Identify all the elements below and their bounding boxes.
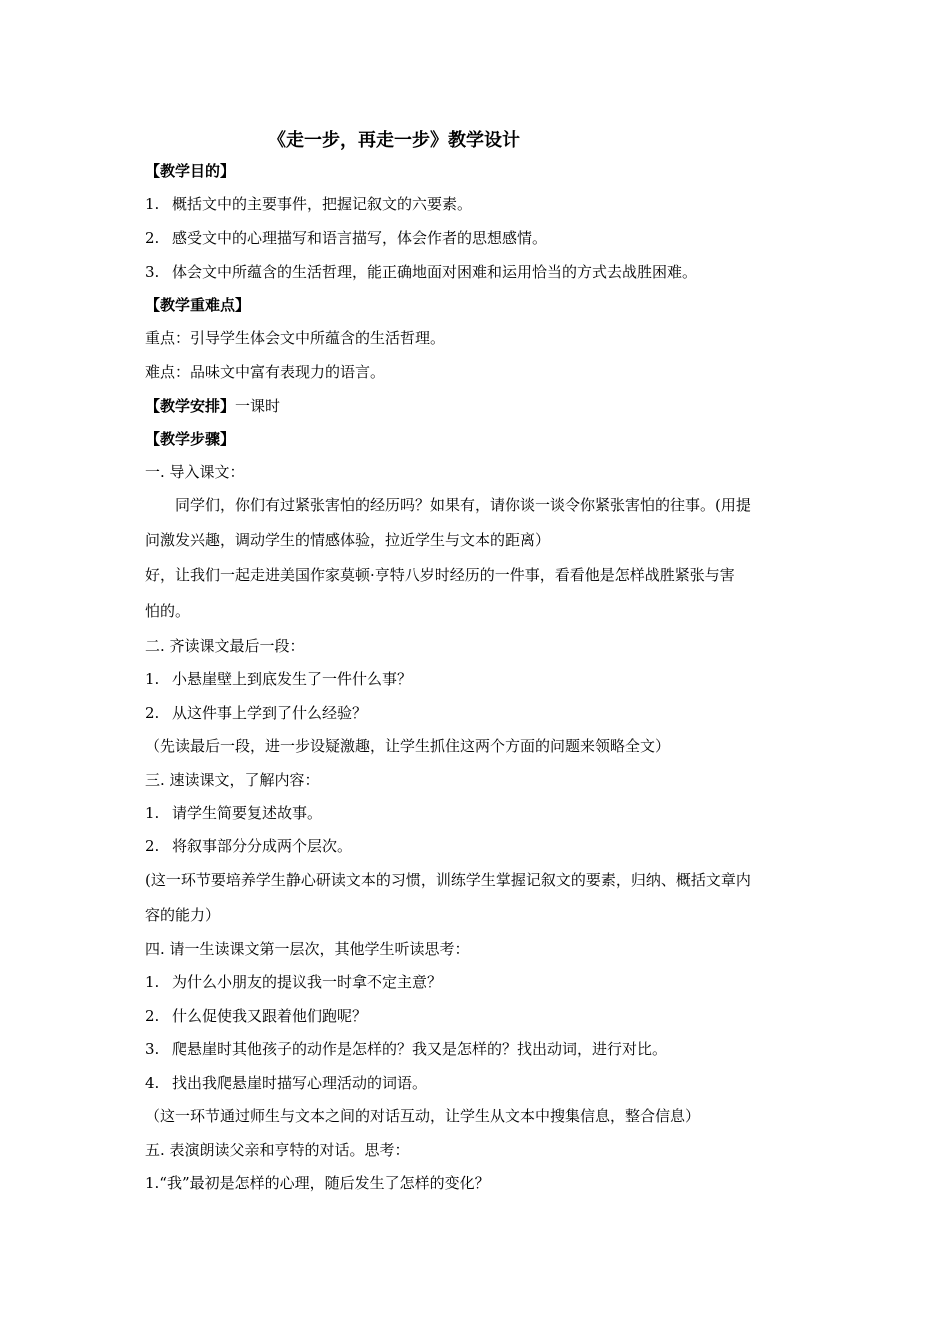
item-number: 1. bbox=[145, 804, 160, 822]
step-4-item bbox=[145, 1073, 810, 1093]
item-number: 1. bbox=[145, 670, 160, 688]
item-text: 将叙事部分分成两个层次。 bbox=[172, 837, 353, 855]
goal-number: 1. bbox=[145, 195, 160, 213]
item-text: 从这件事上学到了什么经验？ bbox=[172, 704, 368, 722]
item-number: 4. bbox=[145, 1074, 160, 1092]
item-number: 3. bbox=[145, 1040, 160, 1058]
step-3-note-line-1: (这一环节要培养学生静心研读文本的习惯，训练学生掌握记叙文的要素，归纳、概括文章内 bbox=[145, 871, 751, 889]
step-3-title: 三. 速读课文，了解内容： bbox=[145, 771, 320, 789]
step-5-item: 1.“我”最初是怎样的心理，随后发生了怎样的变化？ bbox=[145, 1174, 490, 1192]
step-1-paragraph-2-line-1: 好，让我们一起走进美国作家莫顿·亨特八岁时经历的一件事，看看他是怎样战胜紧张与害 bbox=[145, 566, 735, 584]
item-text: 小悬崖壁上到底发生了一件什么事？ bbox=[172, 670, 413, 688]
goal-number: 2. bbox=[145, 229, 160, 247]
step-4-note: （这一环节通过师生与文本之间的对话互动，让学生从文本中搜集信息，整合信息） bbox=[145, 1107, 701, 1125]
difficult-point: 难点：品味文中富有表现力的语言。 bbox=[145, 363, 386, 381]
step-3-item bbox=[145, 836, 810, 856]
schedule-line bbox=[145, 396, 810, 416]
goal-text: 体会文中所蕴含的生活哲理，能正确地面对困难和运用恰当的方式去战胜困难。 bbox=[172, 263, 698, 281]
step-3-note-line-2: 容的能力） bbox=[145, 906, 221, 924]
item-text: 爬悬崖时其他孩子的动作是怎样的？我又是怎样的？找出动词，进行对比。 bbox=[172, 1040, 668, 1058]
step-1-paragraph-1-line-2: 问激发兴趣，调动学生的情感体验，拉近学生与文本的距离） bbox=[145, 531, 551, 549]
step-4-title: 四. 请一生读课文第一层次，其他学生听读思考： bbox=[145, 940, 470, 958]
schedule-heading: 【教学安排】 bbox=[145, 397, 236, 415]
step-2-item bbox=[145, 703, 810, 723]
step-4-item bbox=[145, 1039, 810, 1059]
goal-item bbox=[145, 262, 810, 282]
item-number: 1. bbox=[145, 973, 160, 991]
step-5-title: 五. 表演朗读父亲和亨特的对话。思考： bbox=[145, 1141, 410, 1159]
step-2-title: 二. 齐读课文最后一段： bbox=[145, 637, 305, 655]
step-4-item bbox=[145, 1006, 810, 1026]
goal-item bbox=[145, 228, 810, 248]
item-number: 2. bbox=[145, 1007, 160, 1025]
step-1-paragraph-1-line-1: 同学们，你们有过紧张害怕的经历吗？如果有，请你谈一谈令你紧张害怕的往事。(用提 bbox=[175, 496, 751, 514]
item-text: 为什么小朋友的提议我一时拿不定主意？ bbox=[172, 973, 443, 991]
goal-item bbox=[145, 194, 810, 214]
step-1-title: 一. 导入课文： bbox=[145, 463, 245, 481]
step-3-item bbox=[145, 803, 810, 823]
item-text: 请学生简要复述故事。 bbox=[172, 804, 323, 822]
document-title: 《走一步，再走一步》教学设计 bbox=[268, 130, 520, 151]
item-text: 找出我爬悬崖时描写心理活动的词语。 bbox=[172, 1074, 428, 1092]
key-heading: 【教学重难点】 bbox=[145, 296, 251, 314]
item-number: 2. bbox=[145, 837, 160, 855]
goals-heading: 【教学目的】 bbox=[145, 162, 236, 180]
step-2-note: （先读最后一段，进一步设疑激趣，让学生抓住这两个方面的问题来领略全文） bbox=[145, 737, 671, 755]
step-2-item bbox=[145, 669, 810, 689]
key-point: 重点：引导学生体会文中所蕴含的生活哲理。 bbox=[145, 329, 446, 347]
item-text: 什么促使我又跟着他们跑呢？ bbox=[172, 1007, 368, 1025]
item-number: 2. bbox=[145, 704, 160, 722]
step-4-item bbox=[145, 972, 810, 992]
goal-text: 感受文中的心理描写和语言描写，体会作者的思想感情。 bbox=[172, 229, 548, 247]
steps-heading: 【教学步骤】 bbox=[145, 430, 236, 448]
goal-number: 3. bbox=[145, 263, 160, 281]
schedule-value: 一课时 bbox=[235, 397, 281, 415]
step-1-paragraph-2-line-2: 怕的。 bbox=[145, 602, 191, 620]
goal-text: 概括文中的主要事件，把握记叙文的六要素。 bbox=[172, 195, 473, 213]
